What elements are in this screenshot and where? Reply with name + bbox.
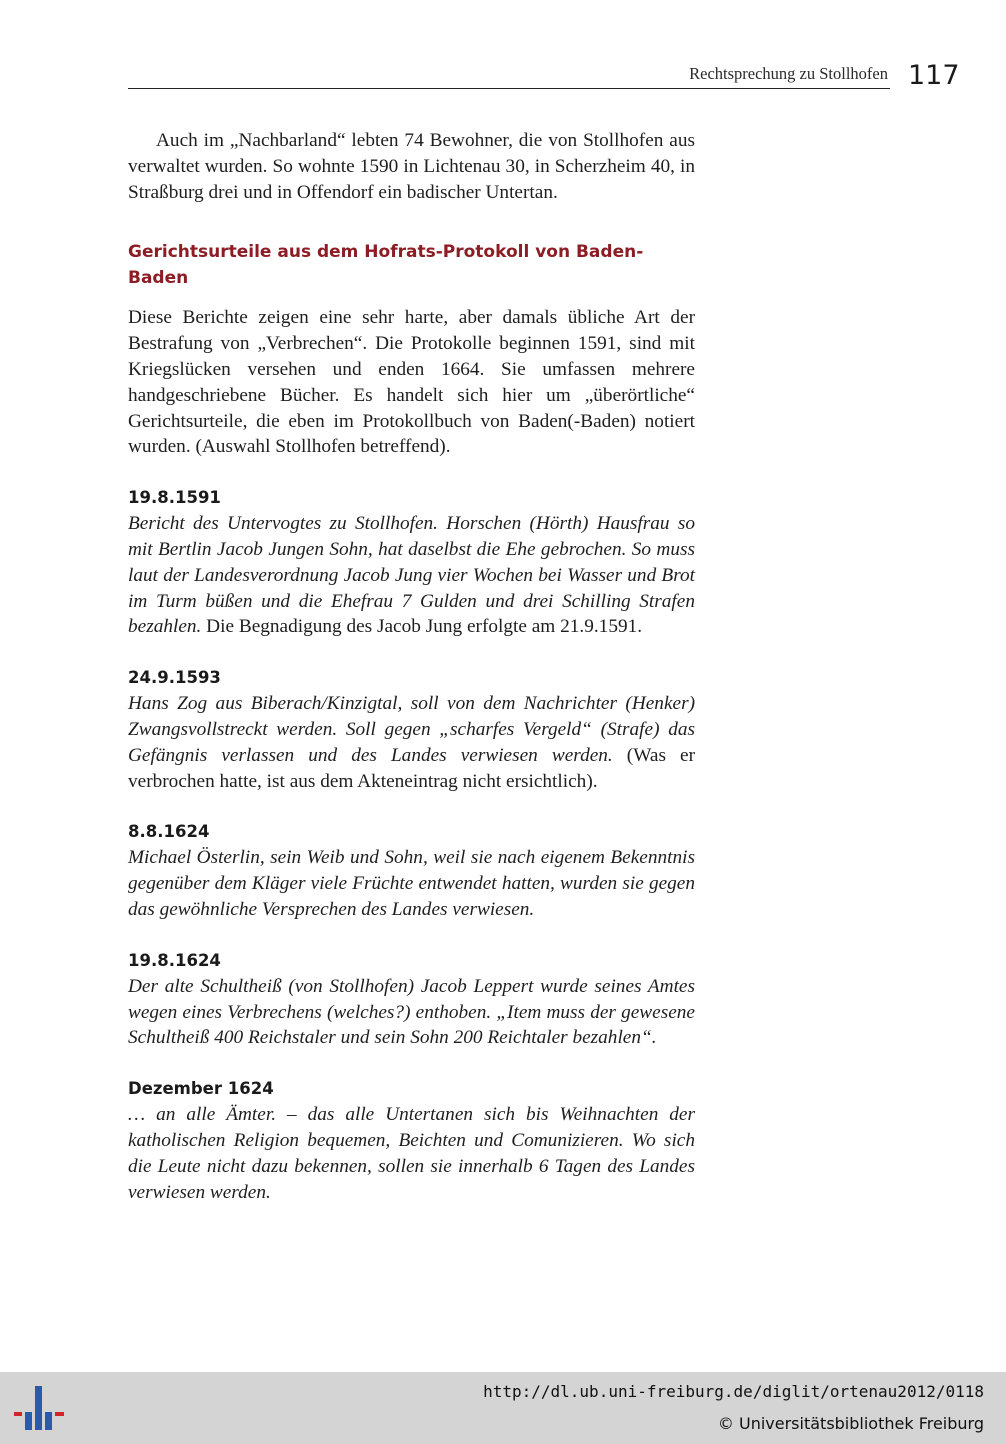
entry-date: 19.8.1591 <box>128 488 221 508</box>
entry-date: Dezember 1624 <box>128 1079 274 1099</box>
entry-quote: Bericht des Untervogtes zu Stollhofen. Horschen (Hörth) Hausfrau so mit Bertlin Jacob Jungen Sohn, hat daselbst die Ehe gebrochen. So muss laut der Landesverordnung Jacob Jung vier Wochen bei Wasser und Brot im Turm büßen und die Ehefrau 7 Gulden und drei Schilling Strafen bezahlen. <box>128 513 695 638</box>
entry-note: (Was er verbrochen hatte, ist aus dem Akteneintrag nicht ersichtlich). <box>128 744 695 792</box>
running-title: Rechtsprechung zu Stollhofen <box>689 64 888 83</box>
section-paragraph: Diese Berichte zeigen eine sehr harte, aber damals übliche Art der Bestrafung von „Verbrechen“. Die Protokolle beginnen 1591, sind mit Kriegslücken versehen und enden 1664. Sie umfassen mehrere handgeschriebene Bücher. Es handelt sich hier um „überörtliche“ Gerichtsurteile, die eben im Protokollbuch von Baden(-Baden) notiert wurden. (Auswahl Stollhofen betreffend). <box>128 307 695 458</box>
court-entry <box>128 485 695 640</box>
page-number: 117 <box>908 60 960 91</box>
library-footer <box>0 1372 1006 1444</box>
entry-quote: Hans Zog aus Biberach/Kinzigtal, soll von dem Nachrichter (Henker) Zwangsvollstreckt werden. Soll gegen „scharfes Vergeld“ (Strafe) das Gefängnis verlassen und des Landes verwiesen werden. <box>128 693 695 766</box>
entry-text <box>128 974 695 1051</box>
section-heading: Gerichtsurteile aus dem Hofrats-Protokoll von Baden-Baden <box>128 242 644 289</box>
entry-text <box>128 845 695 922</box>
entry-date: 8.8.1624 <box>128 822 210 842</box>
entry-quote: Der alte Schultheiß (von Stollhofen) Jacob Leppert wurde seines Amtes wegen eines Verbrechens (welches?) enthoben. „Item muss der gewesene Schultheiß 400 Reichstaler und sein Sohn 200 Reichtaler bezahlen“. <box>128 975 695 1049</box>
court-entry <box>128 1076 695 1205</box>
entry-text <box>128 691 695 794</box>
footer-url-link[interactable]: http://dl.ub.uni-freiburg.de/diglit/ortenau2012/0118 <box>483 1382 984 1401</box>
entry-note: Die Begnadigung des Jacob Jung erfolgte am 21.9.1591. <box>201 616 643 638</box>
ub-freiburg-logo-icon <box>14 1384 64 1434</box>
entry-quote: Michael Österlin, sein Weib und Sohn, weil sie nach eigenem Bekenntnis gegenüber dem Kläger viele Früchte entwendet hatten, wurden sie gegen das gewöhnliche Versprechen des Landes verwiesen. <box>128 847 695 920</box>
article-body <box>128 128 695 1205</box>
running-header <box>128 58 890 89</box>
entry-date: 24.9.1593 <box>128 668 221 688</box>
court-entry <box>128 819 695 922</box>
court-entry <box>128 665 695 794</box>
intro-paragraph: Auch im „Nachbarland“ lebten 74 Bewohner, die von Stollhofen aus verwaltet wurden. So wohnte 1590 in Lichtenau 30, in Scherzheim 40, in Straßburg drei und in Offendorf ein badischer Untertan. <box>128 130 695 203</box>
entry-text <box>128 1102 695 1205</box>
entry-date: 19.8.1624 <box>128 950 221 970</box>
entry-text <box>128 511 695 640</box>
entry-quote: … an alle Ämter. – das alle Untertanen sich bis Weihnachten der katholischen Religion bequemen, Beichten und Comunizieren. Wo sich die Leute nicht dazu bekennen, sollen sie innerhalb 6 Tagen des Landes verwiesen werden. <box>128 1104 695 1203</box>
court-entry <box>128 948 695 1051</box>
footer-copyright: © Universitätsbibliothek Freiburg <box>717 1414 984 1433</box>
